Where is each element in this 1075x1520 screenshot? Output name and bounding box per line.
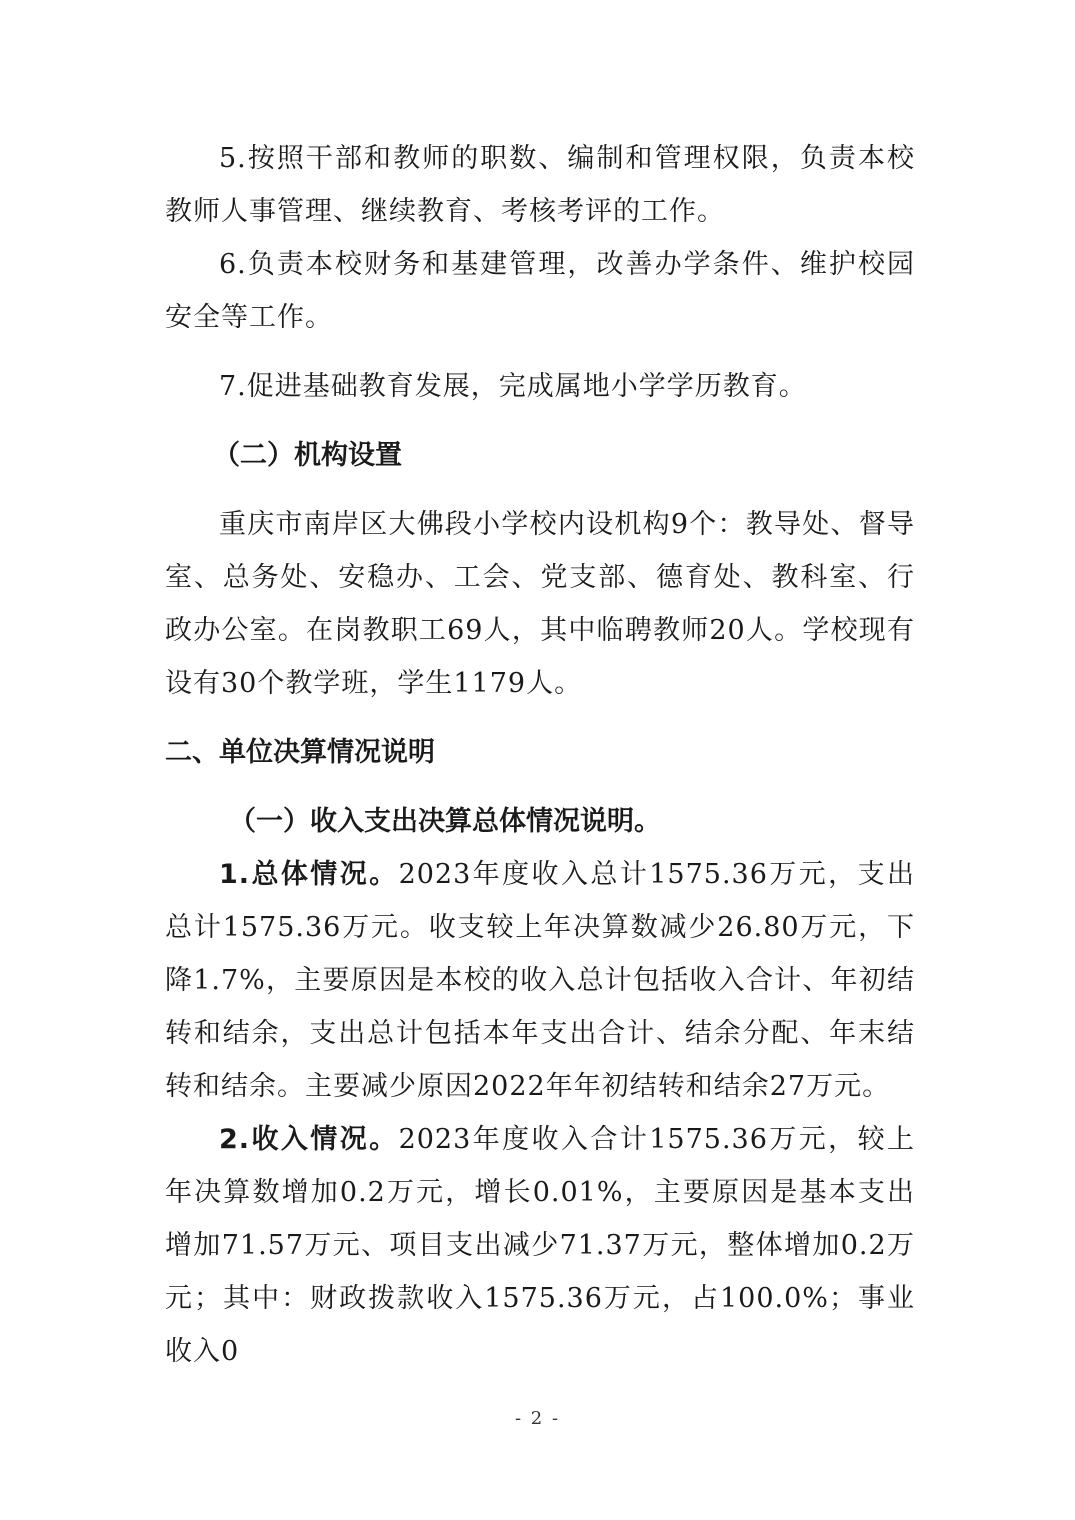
income-lead: 2.收入情况。 bbox=[219, 1124, 399, 1155]
income-paragraph bbox=[165, 1113, 915, 1378]
duty-item-5: 5.按照干部和教师的职数、编制和管理权限，负责本校教师人事管理、继续教育、考核考评的工作。 bbox=[165, 143, 915, 227]
duty-item-7: 7.促进基础教育发展，完成属地小学学历教育。 bbox=[219, 371, 807, 402]
page-content bbox=[165, 132, 915, 1378]
org-setup-heading: （二）机构设置 bbox=[213, 440, 402, 471]
overall-paragraph bbox=[165, 848, 915, 1113]
org-setup-body: 重庆市南岸区大佛段小学校内设机构9个：教导处、督导室、总务处、安稳办、工会、党支部、德育处、教科室、行政办公室。在岗教职工69人，其中临聘教师20人。学校现有设有30个教学班，学生1179人。 bbox=[165, 509, 915, 699]
income-body: 2023年度收入合计1575.36万元，较上年决算数增加0.2万元，增长0.01%，主要原因是基本支出增加71.57万元、项目支出减少71.37万元，整体增加0.2万元；其中：财政拨款收入1575.36万元，占100.0%；事业收入0 bbox=[165, 1124, 915, 1367]
page-number: - 2 - bbox=[514, 1408, 561, 1429]
overall-body: 2023年度收入总计1575.36万元，支出总计1575.36万元。收支较上年决算数减少26.80万元，下降1.7%，主要原因是本校的收入总计包括收入合计、年初结转和结余，支出总计包括本年支出合计、结余分配、年末结转和结余。主要减少原因2022年年初结转和结余27万元。 bbox=[165, 859, 915, 1102]
duty-item-6: 6.负责本校财务和基建管理，改善办学条件、维护校园安全等工作。 bbox=[165, 249, 915, 333]
section-two-heading: 二、单位决算情况说明 bbox=[165, 737, 435, 768]
income-expense-heading: （一）收入支出决算总体情况说明。 bbox=[229, 806, 661, 837]
overall-lead: 1.总体情况。 bbox=[219, 859, 399, 890]
